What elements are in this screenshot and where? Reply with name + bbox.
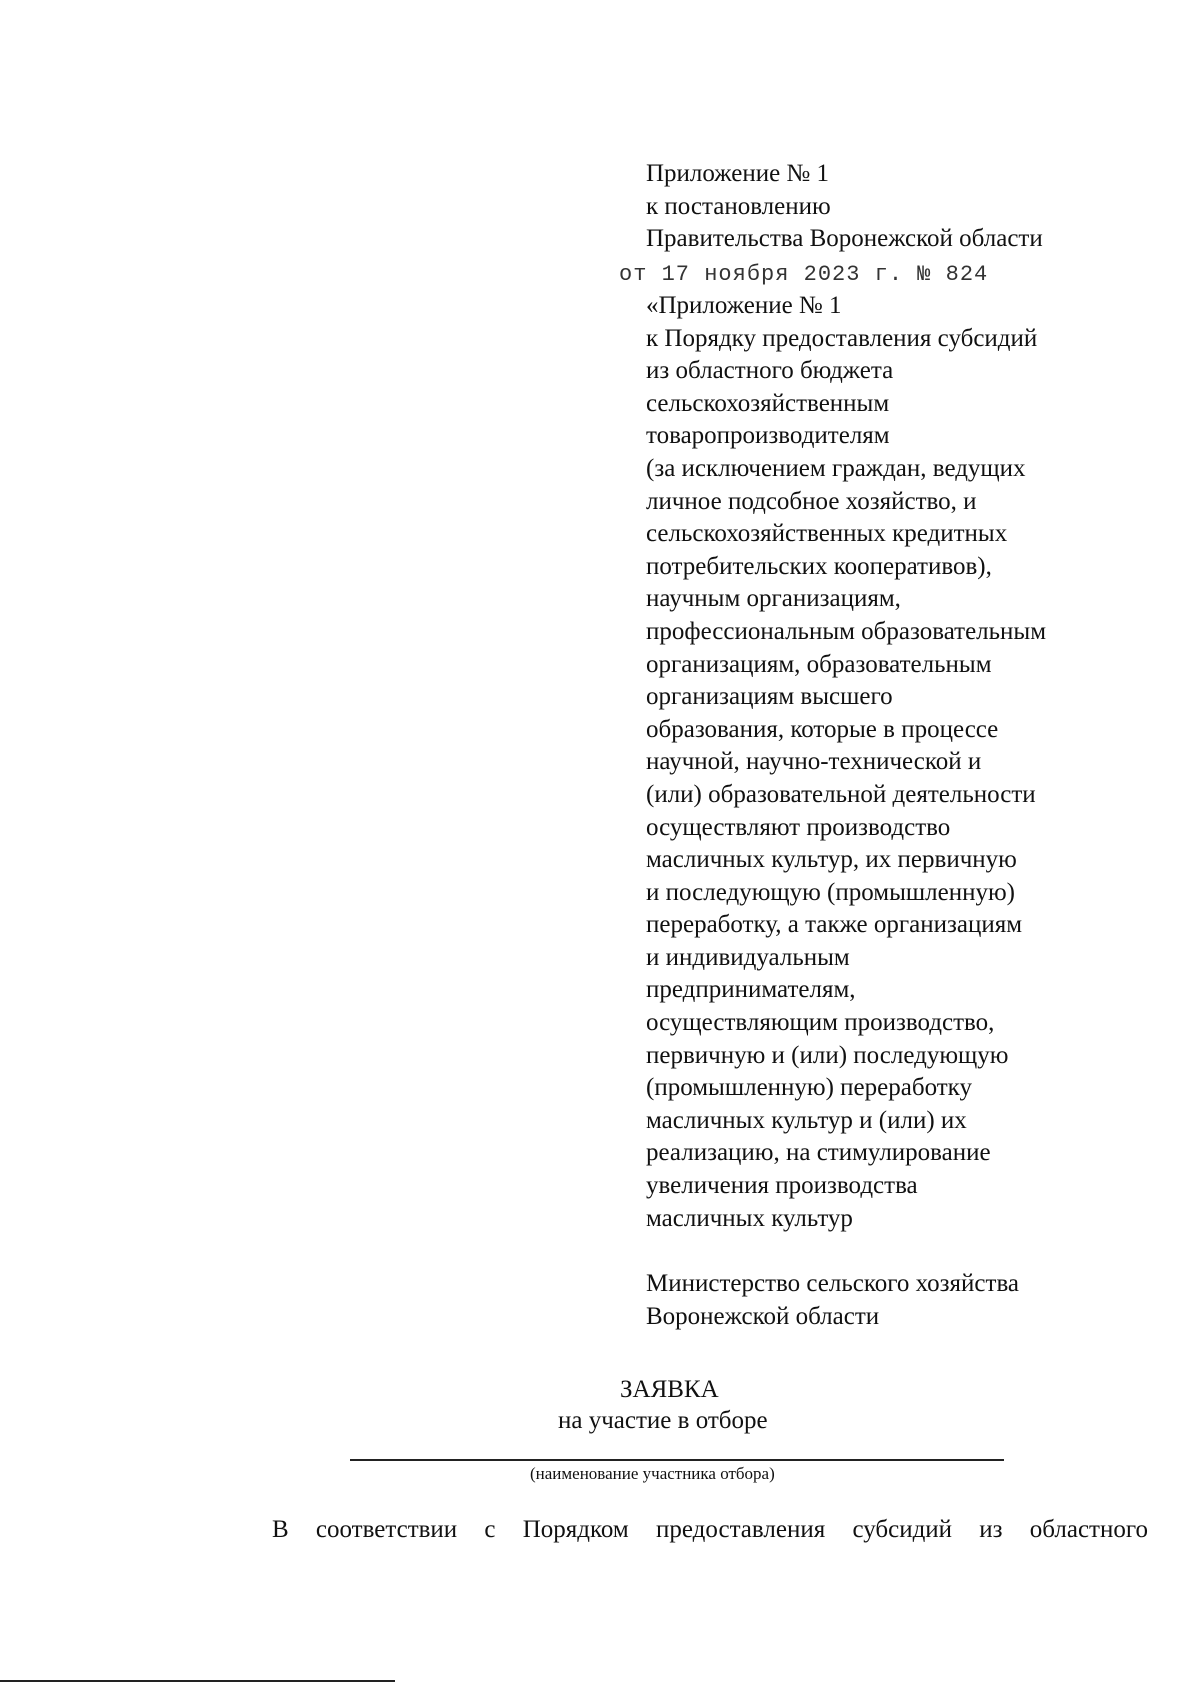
ministry-line: Министерство сельского хозяйства xyxy=(646,1270,1020,1297)
order-annex-line: потребительских кооперативов), xyxy=(646,552,992,580)
order-annex-line: переработку, а также организациям xyxy=(646,911,1023,939)
body-paragraph-start: В соответствии с Порядком предоставления субсидий из областного xyxy=(272,1516,1148,1543)
order-annex-line: (или) образовательной деятельности xyxy=(646,780,1036,808)
order-annex-line: масличных культур и (или) их xyxy=(646,1106,967,1134)
order-annex-line: товаропроизводителям xyxy=(646,422,890,450)
order-annex-line: научной, научно-технической и xyxy=(646,748,982,776)
order-annex-line: научным организациям, xyxy=(646,585,901,613)
order-annex-line: организациям, образовательным xyxy=(646,650,992,678)
order-annex-line: масличных культур, их первичную xyxy=(646,846,1017,874)
order-annex-line: реализацию, на стимулирование xyxy=(646,1139,991,1167)
order-annex-line: (за исключением граждан, ведущих xyxy=(646,454,1026,482)
annex-header-line: Приложение № 1 xyxy=(646,160,830,187)
footnote-separator xyxy=(0,1680,395,1682)
order-annex-line: организациям высшего xyxy=(646,683,893,711)
order-annex-line: масличных культур xyxy=(646,1204,853,1232)
order-annex-line: (промышленную) переработку xyxy=(646,1074,972,1102)
order-annex-line: первичную и (или) последующую xyxy=(646,1041,1009,1069)
ministry-addressee xyxy=(646,1268,1166,1333)
document-subtitle: на участие в отборе xyxy=(558,1407,768,1434)
order-annex-line: предпринимателям, xyxy=(646,976,856,1004)
order-annex-block xyxy=(646,290,1166,1235)
order-annex-line: образования, которые в процессе xyxy=(646,715,999,743)
document-title: ЗАЯВКА xyxy=(620,1376,719,1403)
order-annex-line: сельскохозяйственных кредитных xyxy=(646,520,1008,548)
order-annex-line: профессиональным образовательным xyxy=(646,617,1047,645)
resolution-date-number: от 17 ноября 2023 г. № 824 xyxy=(619,262,989,287)
annex-header-line: к постановлению xyxy=(646,192,831,220)
order-annex-line: личное подсобное хозяйство, и xyxy=(646,487,977,515)
order-annex-line: осуществляют производство xyxy=(646,813,951,841)
annex-header xyxy=(646,158,1166,256)
order-annex-line: осуществляющим производство, xyxy=(646,1009,995,1037)
order-annex-line: «Приложение № 1 xyxy=(646,292,842,319)
ministry-line: Воронежской области xyxy=(646,1302,880,1330)
order-annex-line: и индивидуальным xyxy=(646,943,850,971)
order-annex-line: из областного бюджета xyxy=(646,357,894,385)
order-annex-line: и последующую (промышленную) xyxy=(646,878,1015,906)
participant-name-caption: (наименование участника отбора) xyxy=(530,1464,775,1483)
annex-header-line: Правительства Воронежской области xyxy=(646,225,1043,253)
participant-name-field-line xyxy=(350,1459,1004,1461)
order-annex-line: сельскохозяйственным xyxy=(646,389,890,417)
order-annex-line: к Порядку предоставления субсидий xyxy=(646,324,1038,352)
order-annex-line: увеличения производства xyxy=(646,1172,918,1200)
